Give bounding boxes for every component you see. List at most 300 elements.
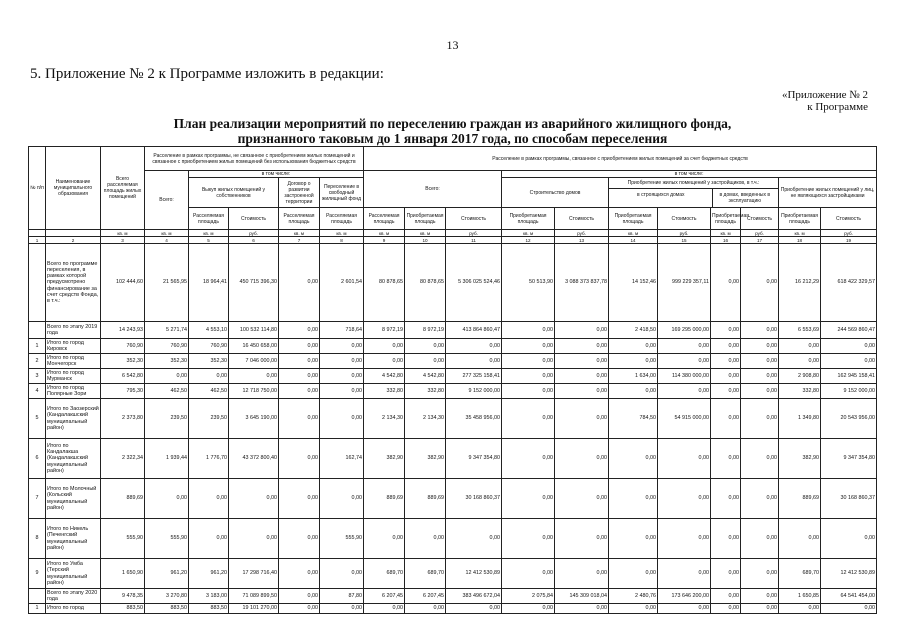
header-construction: Строительство домов bbox=[502, 178, 609, 208]
row-value-col-16: 0,00 bbox=[711, 354, 741, 369]
table-row bbox=[29, 519, 877, 559]
row-value-col-9: 80 878,65 bbox=[364, 244, 405, 322]
row-value-col-5: 4 553,10 bbox=[189, 322, 229, 339]
row-value-col-16: 0,00 bbox=[711, 244, 741, 322]
row-value-col-8: 0,00 bbox=[320, 604, 364, 614]
column-number: 18 bbox=[779, 237, 821, 244]
row-value-col-11: 413 864 860,47 bbox=[446, 322, 502, 339]
row-value-col-19: 12 412 530,89 bbox=[821, 559, 877, 589]
row-value-col-8: 0,00 bbox=[320, 384, 364, 399]
table-row bbox=[29, 479, 877, 519]
subheader-15: Приобретаемая площадь bbox=[711, 208, 741, 230]
row-value-col-14: 0,00 bbox=[609, 384, 658, 399]
column-number: 5 bbox=[189, 237, 229, 244]
row-value-col-15: 0,00 bbox=[658, 479, 711, 519]
annex-line-2: к Программе bbox=[807, 101, 868, 113]
row-value-col-5: 1 776,70 bbox=[189, 439, 229, 479]
unit-m2: кв. м bbox=[189, 230, 229, 237]
row-value-col-16: 0,00 bbox=[711, 369, 741, 384]
row-value-col-13: 145 309 018,04 bbox=[555, 589, 609, 604]
row-value-col-8: 0,00 bbox=[320, 354, 364, 369]
column-number: 16 bbox=[711, 237, 741, 244]
annex-reference bbox=[782, 89, 868, 113]
row-value-col-4: 555,90 bbox=[145, 519, 189, 559]
row-value-col-6: 16 450 658,00 bbox=[229, 339, 279, 354]
row-value-col-16: 0,00 bbox=[711, 559, 741, 589]
column-number: 6 bbox=[229, 237, 279, 244]
row-municipality: Итого по город Полярные Зори bbox=[46, 384, 101, 399]
row-value-col-7: 0,00 bbox=[279, 519, 320, 559]
row-value-col-16: 0,00 bbox=[711, 519, 741, 559]
row-number: 9 bbox=[29, 559, 46, 589]
header-in-finished: в домах, введенных в эксплуатацию bbox=[719, 192, 771, 204]
table-row bbox=[29, 384, 877, 399]
row-value-col-8: 718,64 bbox=[320, 322, 364, 339]
subheader-5: Стоимость bbox=[229, 208, 279, 230]
row-value-col-9: 2 134,30 bbox=[364, 399, 405, 439]
row-value-col-4: 1 939,44 bbox=[145, 439, 189, 479]
row-value-col-18: 0,00 bbox=[779, 519, 821, 559]
subheader-14: Стоимость bbox=[658, 208, 711, 230]
unit-blank bbox=[29, 230, 46, 237]
row-value-col-17: 0,00 bbox=[741, 339, 779, 354]
row-value-col-10: 4 542,80 bbox=[405, 369, 446, 384]
header-acquisition-title: Приобретение жилых помещений у застройщиков, в т.ч.: bbox=[609, 178, 778, 189]
row-municipality: Итого по город Мончегорск bbox=[46, 354, 101, 369]
row-value-col-19: 0,00 bbox=[821, 354, 877, 369]
row-value-col-4: 883,50 bbox=[145, 604, 189, 614]
row-value-col-6: 19 101 270,00 bbox=[229, 604, 279, 614]
row-value-col-4: 352,30 bbox=[145, 354, 189, 369]
row-value-col-13: 0,00 bbox=[555, 559, 609, 589]
row-municipality: Итого по Молочный (Кольский муниципальный район) bbox=[46, 479, 101, 519]
row-value-col-15: 0,00 bbox=[658, 519, 711, 559]
subheader-13: Приобретаемая площадь bbox=[609, 208, 658, 230]
row-value-col-9: 6 207,45 bbox=[364, 589, 405, 604]
row-value-col-5: 0,00 bbox=[189, 369, 229, 384]
row-value-col-12: 0,00 bbox=[502, 384, 555, 399]
row-value-col-9: 8 972,19 bbox=[364, 322, 405, 339]
row-value-col-3: 795,30 bbox=[101, 384, 145, 399]
row-value-col-19: 64 541 454,00 bbox=[821, 589, 877, 604]
row-value-col-10: 0,00 bbox=[405, 339, 446, 354]
row-value-col-4: 3 270,80 bbox=[145, 589, 189, 604]
subheader-6: Расселяемая площадь bbox=[279, 208, 320, 230]
row-value-col-8: 555,90 bbox=[320, 519, 364, 559]
row-value-col-13: 0,00 bbox=[555, 604, 609, 614]
row-value-col-19: 30 168 860,37 bbox=[821, 479, 877, 519]
subheader-9: Приобретаемая площадь bbox=[405, 208, 446, 230]
column-number-row bbox=[29, 237, 877, 244]
row-value-col-19: 244 569 860,47 bbox=[821, 322, 877, 339]
row-value-col-7: 0,00 bbox=[279, 439, 320, 479]
row-value-col-17: 0,00 bbox=[741, 479, 779, 519]
document-title bbox=[0, 116, 905, 146]
row-value-col-7: 0,00 bbox=[279, 339, 320, 354]
row-number: 1 bbox=[29, 339, 46, 354]
row-value-col-6: 100 532 114,80 bbox=[229, 322, 279, 339]
row-value-col-19: 618 422 329,57 bbox=[821, 244, 877, 322]
row-number bbox=[29, 322, 46, 339]
column-number: 3 bbox=[101, 237, 145, 244]
row-municipality: Итого по город Мурманск bbox=[46, 369, 101, 384]
row-value-col-9: 0,00 bbox=[364, 519, 405, 559]
row-value-col-10: 2 134,30 bbox=[405, 399, 446, 439]
row-number: 3 bbox=[29, 369, 46, 384]
row-value-col-7: 0,00 bbox=[279, 369, 320, 384]
row-municipality: Итого по Умба (Терский муниципальный район) bbox=[46, 559, 101, 589]
row-value-col-18: 0,00 bbox=[779, 354, 821, 369]
row-value-col-9: 382,90 bbox=[364, 439, 405, 479]
row-value-col-3: 352,30 bbox=[101, 354, 145, 369]
row-value-col-4: 21 565,95 bbox=[145, 244, 189, 322]
row-value-col-7: 0,00 bbox=[279, 384, 320, 399]
row-value-col-14: 14 152,46 bbox=[609, 244, 658, 322]
row-value-col-17: 0,00 bbox=[741, 354, 779, 369]
row-value-col-3: 6 542,80 bbox=[101, 369, 145, 384]
row-value-col-3: 1 650,90 bbox=[101, 559, 145, 589]
row-value-col-6: 12 718 750,00 bbox=[229, 384, 279, 399]
header-including-b: в том числе: bbox=[502, 171, 877, 178]
header-contract: Договор о развитии застроенной территории bbox=[279, 178, 320, 208]
table-row bbox=[29, 369, 877, 384]
unit-m2: кв. м bbox=[779, 230, 821, 237]
row-value-col-19: 9 347 354,80 bbox=[821, 439, 877, 479]
table-row bbox=[29, 322, 877, 339]
row-number bbox=[29, 589, 46, 604]
row-value-col-9: 4 542,80 bbox=[364, 369, 405, 384]
row-value-col-7: 0,00 bbox=[279, 354, 320, 369]
row-value-col-13: 0,00 bbox=[555, 354, 609, 369]
row-value-col-12: 0,00 bbox=[502, 519, 555, 559]
row-value-col-16: 0,00 bbox=[711, 439, 741, 479]
title-line-1: План реализации мероприятий по переселению граждан из аварийного жилищного фонда, bbox=[173, 116, 732, 131]
row-value-col-18: 2 908,80 bbox=[779, 369, 821, 384]
table-row bbox=[29, 559, 877, 589]
row-value-col-13: 0,00 bbox=[555, 399, 609, 439]
column-number: 14 bbox=[609, 237, 658, 244]
row-value-col-18: 0,00 bbox=[779, 604, 821, 614]
row-value-col-10: 0,00 bbox=[405, 604, 446, 614]
row-value-col-12: 0,00 bbox=[502, 439, 555, 479]
row-municipality: Всего по программе переселения, в рамках которой предусмотрено финансирование за счет средств Фонда, в т.ч.: bbox=[46, 244, 101, 322]
row-value-col-15: 0,00 bbox=[658, 339, 711, 354]
row-value-col-6: 0,00 bbox=[229, 479, 279, 519]
row-value-col-17: 0,00 bbox=[741, 244, 779, 322]
row-value-col-16: 0,00 bbox=[711, 399, 741, 439]
row-value-col-14: 2 418,50 bbox=[609, 322, 658, 339]
row-value-col-12: 50 513,90 bbox=[502, 244, 555, 322]
row-value-col-6: 0,00 bbox=[229, 369, 279, 384]
row-value-col-19: 20 543 956,00 bbox=[821, 399, 877, 439]
row-value-col-10: 889,69 bbox=[405, 479, 446, 519]
header-group-budget: Расселение в рамках программы, связанное с приобретением жилых помещений за счет бюджетных средств bbox=[364, 147, 877, 171]
annex-line-1: «Приложение № 2 bbox=[781, 89, 868, 101]
row-value-col-14: 2 480,76 bbox=[609, 589, 658, 604]
row-municipality: Итого по Кандалакша (Кандалакшский муниципальный район) bbox=[46, 439, 101, 479]
row-value-col-7: 0,00 bbox=[279, 559, 320, 589]
row-municipality: Итого по Заозерский (Кандалакшский муниципальный район) bbox=[46, 399, 101, 439]
column-number: 4 bbox=[145, 237, 189, 244]
row-value-col-16: 0,00 bbox=[711, 339, 741, 354]
row-value-col-18: 332,80 bbox=[779, 384, 821, 399]
row-value-col-5: 883,50 bbox=[189, 604, 229, 614]
row-value-col-5: 18 964,41 bbox=[189, 244, 229, 322]
row-value-col-15: 169 295 000,00 bbox=[658, 322, 711, 339]
row-value-col-19: 0,00 bbox=[821, 604, 877, 614]
row-value-col-18: 1 650,85 bbox=[779, 589, 821, 604]
row-value-col-17: 0,00 bbox=[741, 439, 779, 479]
row-value-col-5: 760,90 bbox=[189, 339, 229, 354]
row-value-col-18: 689,70 bbox=[779, 559, 821, 589]
row-number: 6 bbox=[29, 439, 46, 479]
row-value-col-5: 961,20 bbox=[189, 559, 229, 589]
row-value-col-18: 6 553,69 bbox=[779, 322, 821, 339]
row-value-col-16: 0,00 bbox=[711, 479, 741, 519]
column-number: 7 bbox=[279, 237, 320, 244]
header-buyout: Выкуп жилых помещений у собственников bbox=[189, 178, 279, 208]
column-number: 11 bbox=[446, 237, 502, 244]
row-value-col-12: 0,00 bbox=[502, 354, 555, 369]
section-heading: 5. Приложение № 2 к Программе изложить в редакции: bbox=[30, 66, 384, 82]
subheader-4: Расселяемая площадь bbox=[189, 208, 229, 230]
header-in-building: в строящихся домах bbox=[610, 189, 713, 207]
row-value-col-11: 0,00 bbox=[446, 519, 502, 559]
column-number: 17 bbox=[741, 237, 779, 244]
row-value-col-7: 0,00 bbox=[279, 244, 320, 322]
row-value-col-11: 9 152 000,00 bbox=[446, 384, 502, 399]
row-number: 1 bbox=[29, 604, 46, 614]
row-value-col-5: 462,50 bbox=[189, 384, 229, 399]
row-value-col-16: 0,00 bbox=[711, 322, 741, 339]
row-value-col-15: 54 915 000,00 bbox=[658, 399, 711, 439]
row-value-col-5: 0,00 bbox=[189, 479, 229, 519]
row-value-col-17: 0,00 bbox=[741, 322, 779, 339]
table-row bbox=[29, 439, 877, 479]
unit-m2: кв. м bbox=[364, 230, 405, 237]
row-value-col-3: 9 478,35 bbox=[101, 589, 145, 604]
row-municipality: Итого по город bbox=[46, 604, 101, 614]
header-num: № п/п bbox=[29, 147, 46, 230]
unit-m2: кв. м bbox=[502, 230, 555, 237]
subheader-8: Расселяемая площадь bbox=[364, 208, 405, 230]
row-value-col-8: 0,00 bbox=[320, 369, 364, 384]
row-value-col-17: 0,00 bbox=[741, 604, 779, 614]
row-value-col-12: 0,00 bbox=[502, 479, 555, 519]
row-value-col-7: 0,00 bbox=[279, 399, 320, 439]
row-value-col-10: 80 878,65 bbox=[405, 244, 446, 322]
row-value-col-3: 760,90 bbox=[101, 339, 145, 354]
row-value-col-14: 0,00 bbox=[609, 559, 658, 589]
row-value-col-14: 1 634,00 bbox=[609, 369, 658, 384]
column-number: 12 bbox=[502, 237, 555, 244]
row-value-col-15: 114 380 000,00 bbox=[658, 369, 711, 384]
row-value-col-14: 0,00 bbox=[609, 439, 658, 479]
table-row bbox=[29, 399, 877, 439]
row-value-col-11: 383 496 672,04 bbox=[446, 589, 502, 604]
header-including-a: в том числе: bbox=[189, 171, 364, 178]
column-number: 19 bbox=[821, 237, 877, 244]
column-number: 10 bbox=[405, 237, 446, 244]
row-value-col-10: 0,00 bbox=[405, 519, 446, 559]
row-value-col-16: 0,00 bbox=[711, 384, 741, 399]
row-value-col-14: 0,00 bbox=[609, 354, 658, 369]
row-value-col-13: 0,00 bbox=[555, 384, 609, 399]
unit-m2: кв. м bbox=[279, 230, 320, 237]
row-value-col-13: 0,00 bbox=[555, 339, 609, 354]
row-value-col-11: 0,00 bbox=[446, 354, 502, 369]
row-value-col-15: 999 229 357,11 bbox=[658, 244, 711, 322]
header-free-fund: Переселение в свободный жилищный фонд bbox=[320, 178, 364, 208]
row-value-col-13: 0,00 bbox=[555, 519, 609, 559]
column-number: 13 bbox=[555, 237, 609, 244]
unit-rub: руб. bbox=[229, 230, 279, 237]
row-value-col-10: 0,00 bbox=[405, 354, 446, 369]
row-value-col-19: 0,00 bbox=[821, 339, 877, 354]
row-value-col-5: 0,00 bbox=[189, 519, 229, 559]
row-value-col-8: 0,00 bbox=[320, 479, 364, 519]
row-value-col-3: 102 444,60 bbox=[101, 244, 145, 322]
row-value-col-19: 9 152 000,00 bbox=[821, 384, 877, 399]
unit-rub: руб. bbox=[555, 230, 609, 237]
row-value-col-19: 0,00 bbox=[821, 519, 877, 559]
row-value-col-12: 0,00 bbox=[502, 604, 555, 614]
row-value-col-17: 0,00 bbox=[741, 589, 779, 604]
row-value-col-8: 162,74 bbox=[320, 439, 364, 479]
row-value-col-6: 0,00 bbox=[229, 519, 279, 559]
row-number: 5 bbox=[29, 399, 46, 439]
row-value-col-13: 0,00 bbox=[555, 369, 609, 384]
row-value-col-6: 7 046 000,00 bbox=[229, 354, 279, 369]
subheader-10: Стоимость bbox=[446, 208, 502, 230]
row-value-col-9: 0,00 bbox=[364, 339, 405, 354]
subheader-7: Расселяемая площадь bbox=[320, 208, 364, 230]
unit-m2: кв. м bbox=[609, 230, 658, 237]
row-value-col-15: 0,00 bbox=[658, 559, 711, 589]
row-value-col-13: 3 088 373 837,78 bbox=[555, 244, 609, 322]
row-value-col-12: 0,00 bbox=[502, 399, 555, 439]
row-value-col-4: 760,90 bbox=[145, 339, 189, 354]
row-number bbox=[29, 244, 46, 322]
row-value-col-18: 889,69 bbox=[779, 479, 821, 519]
table-row bbox=[29, 339, 877, 354]
row-value-col-4: 5 271,74 bbox=[145, 322, 189, 339]
column-number: 9 bbox=[364, 237, 405, 244]
row-number: 4 bbox=[29, 384, 46, 399]
row-municipality: Всего по этапу 2019 года bbox=[46, 322, 101, 339]
row-value-col-3: 889,69 bbox=[101, 479, 145, 519]
row-value-col-3: 555,90 bbox=[101, 519, 145, 559]
unit-m2: кв. м bbox=[145, 230, 189, 237]
row-value-col-12: 0,00 bbox=[502, 322, 555, 339]
row-value-col-4: 239,50 bbox=[145, 399, 189, 439]
row-value-col-14: 0,00 bbox=[609, 519, 658, 559]
row-value-col-9: 0,00 bbox=[364, 604, 405, 614]
table-row bbox=[29, 589, 877, 604]
row-value-col-9: 889,69 bbox=[364, 479, 405, 519]
row-value-col-11: 35 458 956,00 bbox=[446, 399, 502, 439]
row-value-col-8: 87,80 bbox=[320, 589, 364, 604]
row-value-col-6: 3 645 190,00 bbox=[229, 399, 279, 439]
row-value-col-6: 450 715 396,30 bbox=[229, 244, 279, 322]
row-value-col-15: 173 646 200,00 bbox=[658, 589, 711, 604]
row-value-col-7: 0,00 bbox=[279, 322, 320, 339]
unit-m2: кв. м bbox=[405, 230, 446, 237]
row-value-col-4: 961,20 bbox=[145, 559, 189, 589]
unit-rub: руб. bbox=[658, 230, 711, 237]
row-value-col-7: 0,00 bbox=[279, 589, 320, 604]
row-value-col-18: 16 212,29 bbox=[779, 244, 821, 322]
row-value-col-6: 17 298 716,40 bbox=[229, 559, 279, 589]
row-value-col-3: 2 322,34 bbox=[101, 439, 145, 479]
row-value-col-3: 2 373,80 bbox=[101, 399, 145, 439]
row-number: 7 bbox=[29, 479, 46, 519]
row-value-col-11: 277 325 158,41 bbox=[446, 369, 502, 384]
unit-blank bbox=[46, 230, 101, 237]
row-value-col-8: 0,00 bbox=[320, 339, 364, 354]
header-municipality: Наименование муниципального образования bbox=[46, 147, 101, 230]
row-value-col-8: 0,00 bbox=[320, 559, 364, 589]
page-number: 13 bbox=[446, 38, 459, 52]
row-value-col-5: 352,30 bbox=[189, 354, 229, 369]
row-value-col-8: 0,00 bbox=[320, 399, 364, 439]
row-value-col-5: 239,50 bbox=[189, 399, 229, 439]
row-value-col-14: 784,50 bbox=[609, 399, 658, 439]
row-value-col-11: 0,00 bbox=[446, 604, 502, 614]
unit-m2: кв. м bbox=[320, 230, 364, 237]
subheader-17: Приобретаемая площадь bbox=[779, 208, 821, 230]
row-municipality: Итого по город Кировск bbox=[46, 339, 101, 354]
subheader-18: Стоимость bbox=[821, 208, 877, 230]
row-value-col-17: 0,00 bbox=[741, 399, 779, 439]
row-value-col-9: 0,00 bbox=[364, 354, 405, 369]
header-total-b: Всего: bbox=[364, 171, 502, 208]
column-number: 15 bbox=[658, 237, 711, 244]
header-group-nonbudget: Расселение в рамках программы, не связанное с приобретением жилых помещений и связанное с приобретением жилых помещений без использования бюджетных средств bbox=[145, 147, 364, 171]
row-value-col-12: 0,00 bbox=[502, 339, 555, 354]
subheader-12: Стоимость bbox=[555, 208, 609, 230]
row-value-col-10: 332,80 bbox=[405, 384, 446, 399]
row-value-col-10: 6 207,45 bbox=[405, 589, 446, 604]
column-number: 8 bbox=[320, 237, 364, 244]
header-total-a: Всего: bbox=[145, 171, 189, 230]
row-value-col-18: 1 349,80 bbox=[779, 399, 821, 439]
row-value-col-15: 0,00 bbox=[658, 354, 711, 369]
row-value-col-10: 8 972,19 bbox=[405, 322, 446, 339]
row-value-col-16: 0,00 bbox=[711, 589, 741, 604]
row-value-col-8: 2 601,54 bbox=[320, 244, 364, 322]
unit-m2: кв. м bbox=[711, 230, 741, 237]
row-number: 8 bbox=[29, 519, 46, 559]
row-value-col-4: 0,00 bbox=[145, 369, 189, 384]
row-value-col-9: 689,70 bbox=[364, 559, 405, 589]
row-value-col-12: 0,00 bbox=[502, 369, 555, 384]
row-value-col-9: 332,80 bbox=[364, 384, 405, 399]
unit-rub: руб. bbox=[446, 230, 502, 237]
row-value-col-15: 0,00 bbox=[658, 384, 711, 399]
row-value-col-10: 382,90 bbox=[405, 439, 446, 479]
row-value-col-3: 883,50 bbox=[101, 604, 145, 614]
row-value-col-18: 382,90 bbox=[779, 439, 821, 479]
row-value-col-17: 0,00 bbox=[741, 384, 779, 399]
row-municipality: Итого по Никель (Печенгский муниципальный район) bbox=[46, 519, 101, 559]
row-value-col-19: 162 945 158,41 bbox=[821, 369, 877, 384]
row-value-col-5: 3 183,00 bbox=[189, 589, 229, 604]
row-value-col-6: 71 089 899,50 bbox=[229, 589, 279, 604]
title-line-2: признанного таковым до 1 января 2017 года, по способам переселения bbox=[237, 131, 668, 146]
table-row bbox=[29, 244, 877, 322]
row-value-col-10: 689,70 bbox=[405, 559, 446, 589]
